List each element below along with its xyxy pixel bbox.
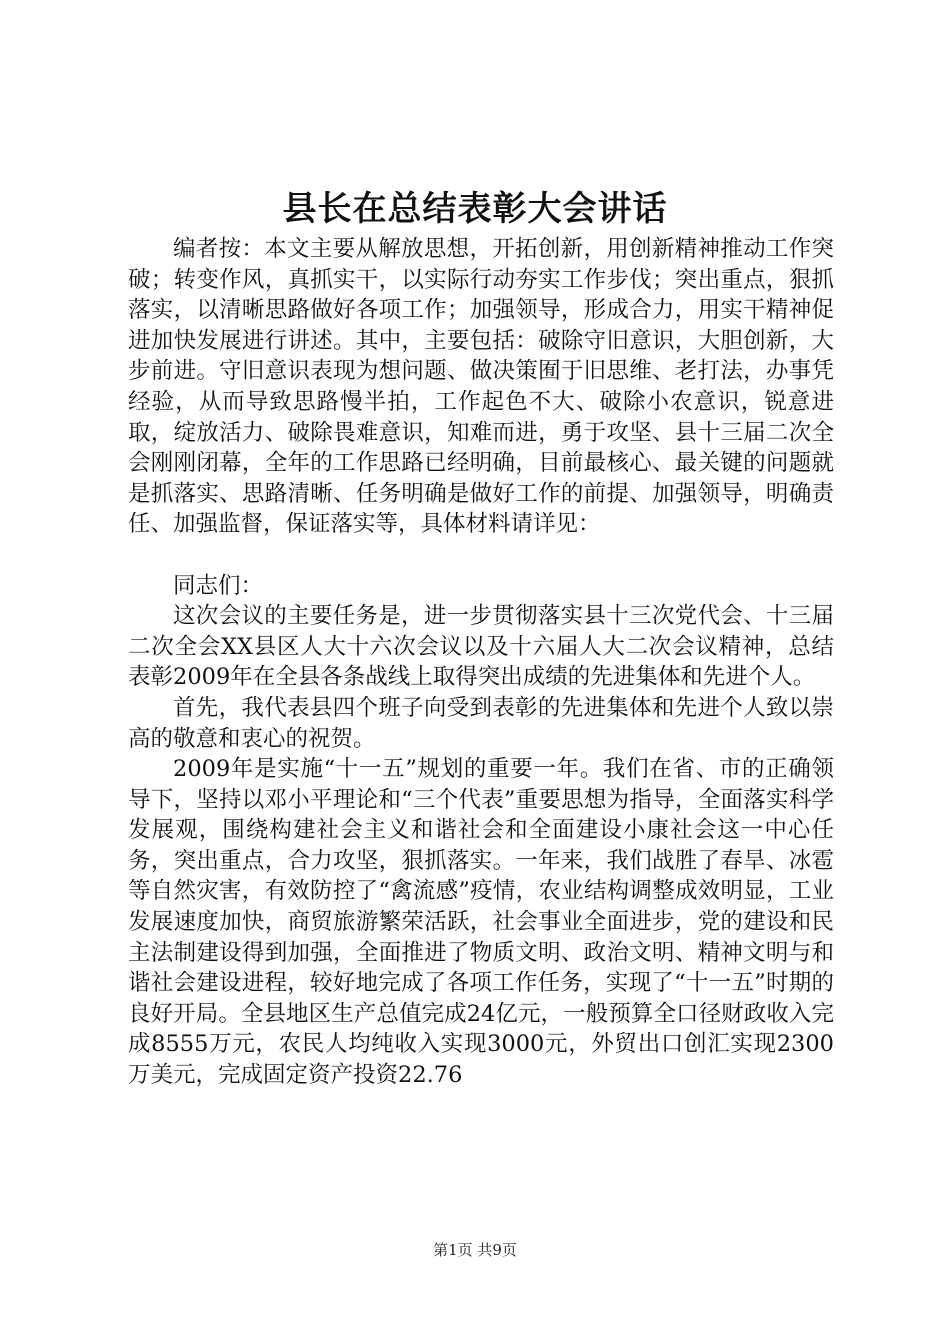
paragraph-spacer: [128, 540, 834, 571]
editor-note: 编者按：本文主要从解放思想，开拓创新，用创新精神推动工作突破；转变作风，真抓实干，以实际行动夯实工作步伐；突出重点，狠抓落实，以清晰思路做好各项工作；加强领导，形成合力，用实干精神促进加快发展进行讲述。其中，主要包括：破除守旧意识，大胆创新，大步前进。守旧意识表现为想问题、做决策囿于旧思维、老打法，办事凭经验，从而导致思路慢半拍，工作起色不大、破除小农意识，锐意进取，绽放活力、破除畏难意识，知难而进，勇于攻坚、县十三届二次全会刚刚闭幕，全年的工作思路已经明确，目前最核心、最关键的问题就是抓落实、思路清晰、任务明确是做好工作的前提、加强领导，明确责任、加强监督，保证落实等，具体材料请详见：: [128, 236, 834, 538]
page-number-footer: 第1页 共9页: [433, 1241, 517, 1259]
paragraph-meeting-task: 这次会议的主要任务是，进一步贯彻落实县十三次党代会、十三届二次全会XX县区人大十六次会议以及十六届人大二次会议精神，总结表彰2009年在全县各条战线上取得突出成绩的先进集体和先进个人。: [128, 603, 834, 691]
document-body: [128, 234, 834, 1091]
document-title: 县长在总结表彰大会讲话: [282, 189, 668, 229]
paragraph-review-2009: 2009年是实施“十一五”规划的重要一年。我们在省、市的正确领导下，坚持以邓小平理论和“三个代表”重要思想为指导，全面落实科学发展观，围绕构建社会主义和谐社会和全面建设小康社会这一中心任务，突出重点，合力攻坚，狠抓落实。一年来，我们战胜了春旱、冰雹等自然灾害，有效防控了“禽流感”疫情，农业结构调整成效明显，工业发展速度加快，商贸旅游繁荣活跃，社会事业全面进步，党的建设和民主法制建设得到加强，全面推进了物质文明、政治文明、精神文明与和谐社会建设进程，较好地完成了各项工作任务，实现了“十一五”时期的良好开局。全县地区生产总值完成24亿元，一般预算全口径财政收入完成8555万元，农民人均纯收入实现3000元，外贸出口创汇实现2300万美元，完成固定资产投资22.76: [128, 756, 834, 1089]
paragraph-congratulations: 首先，我代表县四个班子向受到表彰的先进集体和先进个人致以崇高的敬意和衷心的祝贺。: [128, 694, 834, 752]
salutation: 同志们：: [173, 572, 264, 599]
